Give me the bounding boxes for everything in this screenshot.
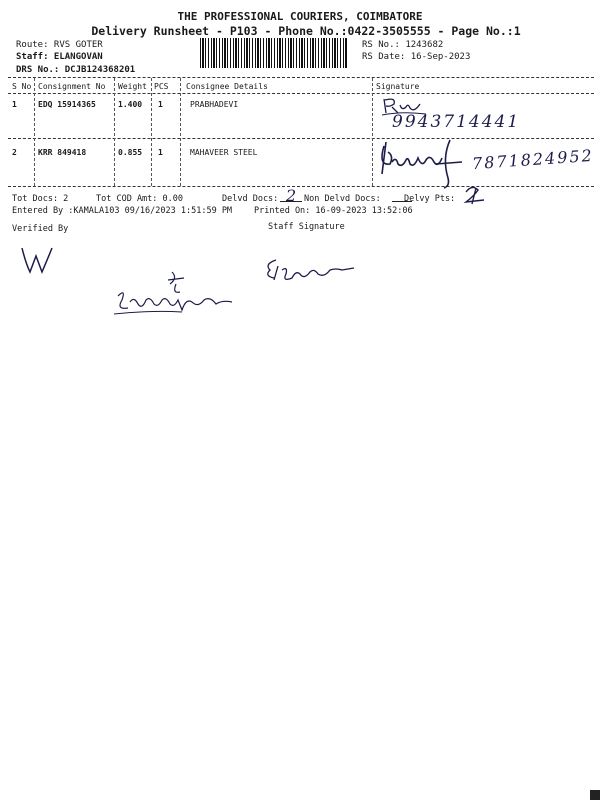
delivered-docs-underline <box>280 201 302 202</box>
barcode-icon <box>200 38 348 68</box>
verifier-signature-2 <box>112 270 242 316</box>
header-consignee: Consignee Details <box>186 82 268 91</box>
staff-signature-label: Staff Signature <box>268 222 345 232</box>
row-sno: 1 <box>12 100 17 109</box>
header-sno: S No <box>12 82 32 91</box>
non-delivered-docs-label: Non Delvd Docs: <box>304 194 381 204</box>
row-pcs: 1 <box>158 148 163 157</box>
header-weight: Weight <box>118 82 147 91</box>
recipient-signature <box>376 138 468 190</box>
row-weight: 0.855 <box>118 148 143 157</box>
row-consignment: EDQ 15914365 <box>38 100 96 109</box>
column-divider <box>151 78 152 186</box>
company-name: THE PROFESSIONAL COURIERS, COIMBATORE <box>177 10 423 23</box>
total-cod-amount: Tot COD Amt: 0.00 <box>96 194 183 204</box>
delivery-points-label: Delvy Pts: <box>404 194 456 204</box>
delivery-points-handwritten <box>462 184 488 206</box>
row-pcs: 1 <box>158 100 163 109</box>
drs-number: DRS No.: DCJB124368201 <box>16 65 136 75</box>
row-sno: 2 <box>12 148 17 157</box>
header-signature: Signature <box>376 82 420 91</box>
table-top-rule <box>8 77 594 78</box>
row-consignee: MAHAVEER STEEL <box>190 148 258 157</box>
entered-by: Entered By :KAMALA103 09/16/2023 1:51:59 PM <box>12 206 233 216</box>
scan-corner-mark <box>590 790 600 800</box>
column-divider <box>372 78 373 186</box>
handwritten-phone: 9943714441 <box>392 112 521 132</box>
column-divider <box>180 78 181 186</box>
table-bottom-rule <box>8 186 594 187</box>
route-label: Route: RVS GOTER <box>16 40 103 50</box>
row-consignment: KRR 849418 <box>38 148 87 157</box>
recipient-signature <box>380 95 430 117</box>
header-pcs: PCS <box>154 82 169 91</box>
printed-on: Printed On: 16-09-2023 13:52:06 <box>254 206 413 216</box>
runsheet-title: Delivery Runsheet - P103 - Phone No.:0422-3505555 - Page No.:1 <box>91 24 521 38</box>
rs-date: RS Date: 16-Sep-2023 <box>362 52 471 62</box>
verifier-signature <box>18 244 58 276</box>
column-divider <box>114 78 115 186</box>
row-consignee: PRABHADEVI <box>190 100 239 109</box>
total-docs: Tot Docs: 2 <box>12 194 69 204</box>
header-consignment: Consignment No <box>38 82 106 91</box>
table-header-rule <box>8 93 594 94</box>
rs-number: RS No.: 1243682 <box>362 40 444 50</box>
verified-by-label: Verified By <box>12 224 69 234</box>
row-divider <box>8 138 594 139</box>
column-divider <box>34 78 35 186</box>
row-weight: 1.400 <box>118 100 143 109</box>
delivered-docs-handwritten: 2 <box>286 186 297 205</box>
staff-label: Staff: ELANGOVAN <box>16 52 103 62</box>
staff-signature <box>262 256 358 286</box>
handwritten-phone: 7871824952 <box>471 145 595 174</box>
delivered-docs-label: Delvd Docs: <box>222 194 279 204</box>
